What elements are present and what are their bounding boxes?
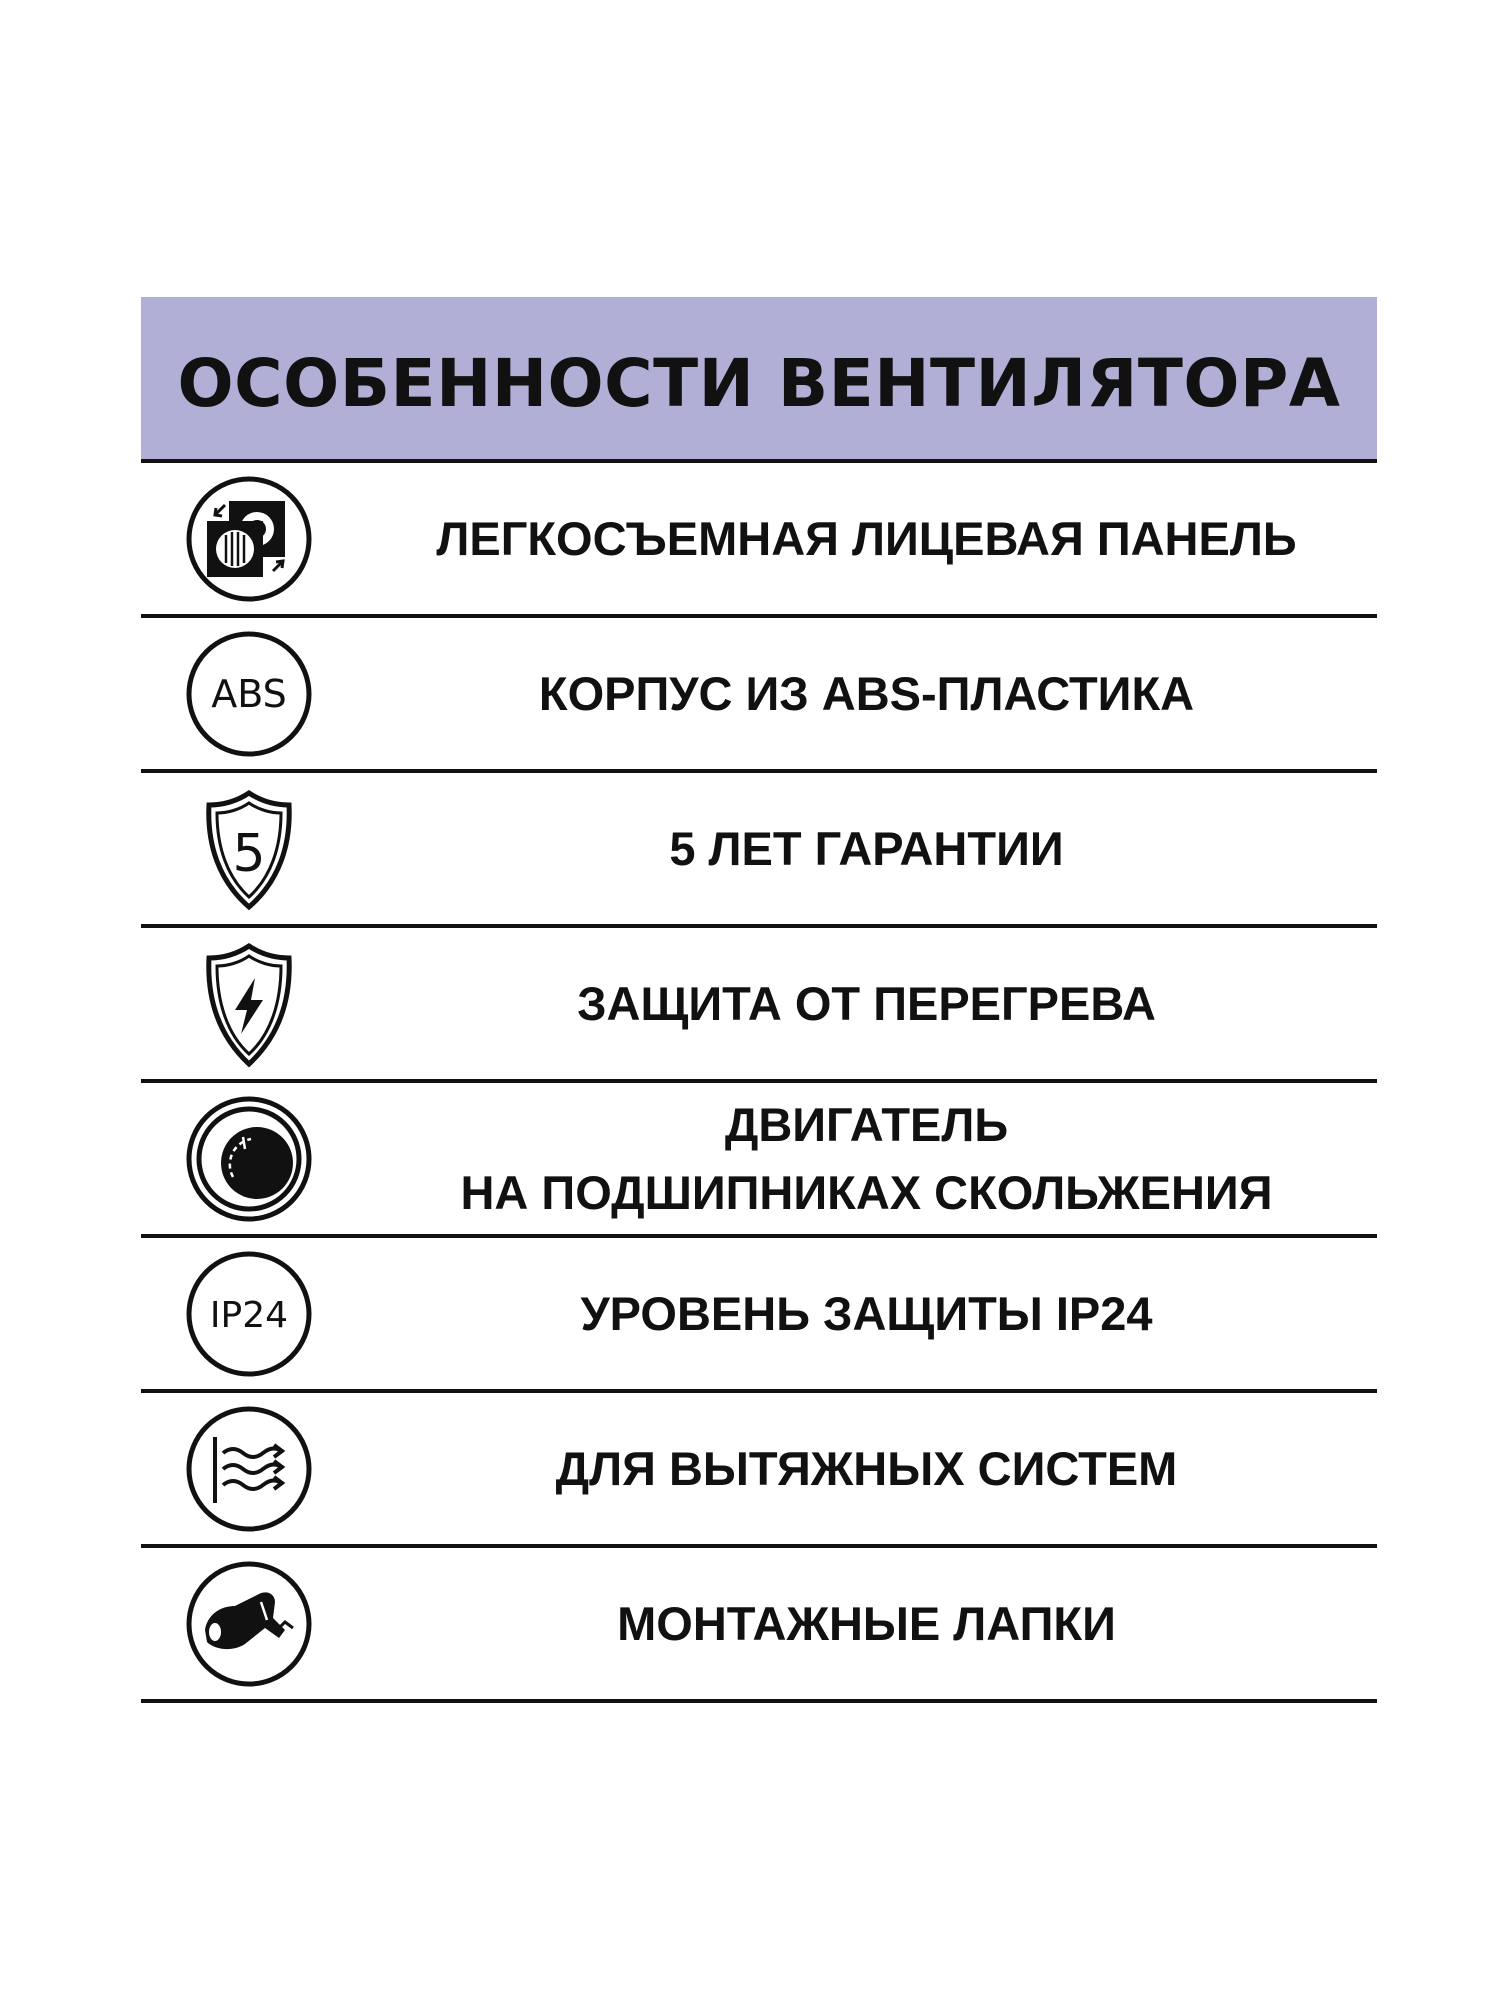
svg-text:IP24: IP24 [209,1295,289,1336]
feature-label: КОРПУС ИЗ ABS-ПЛАСТИКА [538,666,1195,720]
bearing-motor-icon [185,1095,313,1223]
feature-row [141,1083,1377,1234]
svg-text:5: 5 [232,824,266,884]
feature-label: 5 ЛЕТ ГАРАНТИИ [669,821,1064,875]
feature-row [141,773,1377,924]
svg-text:ABS: ABS [211,672,287,716]
feature-row [141,928,1377,1079]
feature-label: МОНТАЖНЫЕ ЛАПКИ [617,1596,1116,1650]
feature-row [141,618,1377,769]
page-title: ОСОБЕННОСТИ ВЕНТИЛЯТОРА [177,344,1341,422]
lightning-shield-icon [185,940,313,1068]
ip24-badge-icon [185,1250,313,1378]
feature-label: УРОВЕНЬ ЗАЩИТЫ IP24 [580,1286,1153,1340]
feature-label: ДЛЯ ВЫТЯЖНЫХ СИСТЕМ [555,1441,1178,1495]
header-banner [141,297,1377,459]
feature-label: ЛЕГКОСЪЕМНАЯ ЛИЦЕВАЯ ПАНЕЛЬ [436,511,1297,565]
feature-row [141,1238,1377,1389]
mounting-bracket-icon [185,1560,313,1688]
feature-label: ДВИГАТЕЛЬ НА ПОДШИПНИКАХ СКОЛЬЖЕНИЯ [460,1097,1273,1219]
features-sheet [141,297,1377,1703]
divider [141,1699,1377,1703]
feature-label: ЗАЩИТА ОТ ПЕРЕГРЕВА [577,976,1156,1030]
exhaust-flow-icon [185,1405,313,1533]
feature-row [141,463,1377,614]
feature-row [141,1393,1377,1544]
abs-badge-icon [185,630,313,758]
warranty-shield-icon [185,785,313,913]
removable-panel-icon [185,475,313,603]
feature-row [141,1548,1377,1699]
